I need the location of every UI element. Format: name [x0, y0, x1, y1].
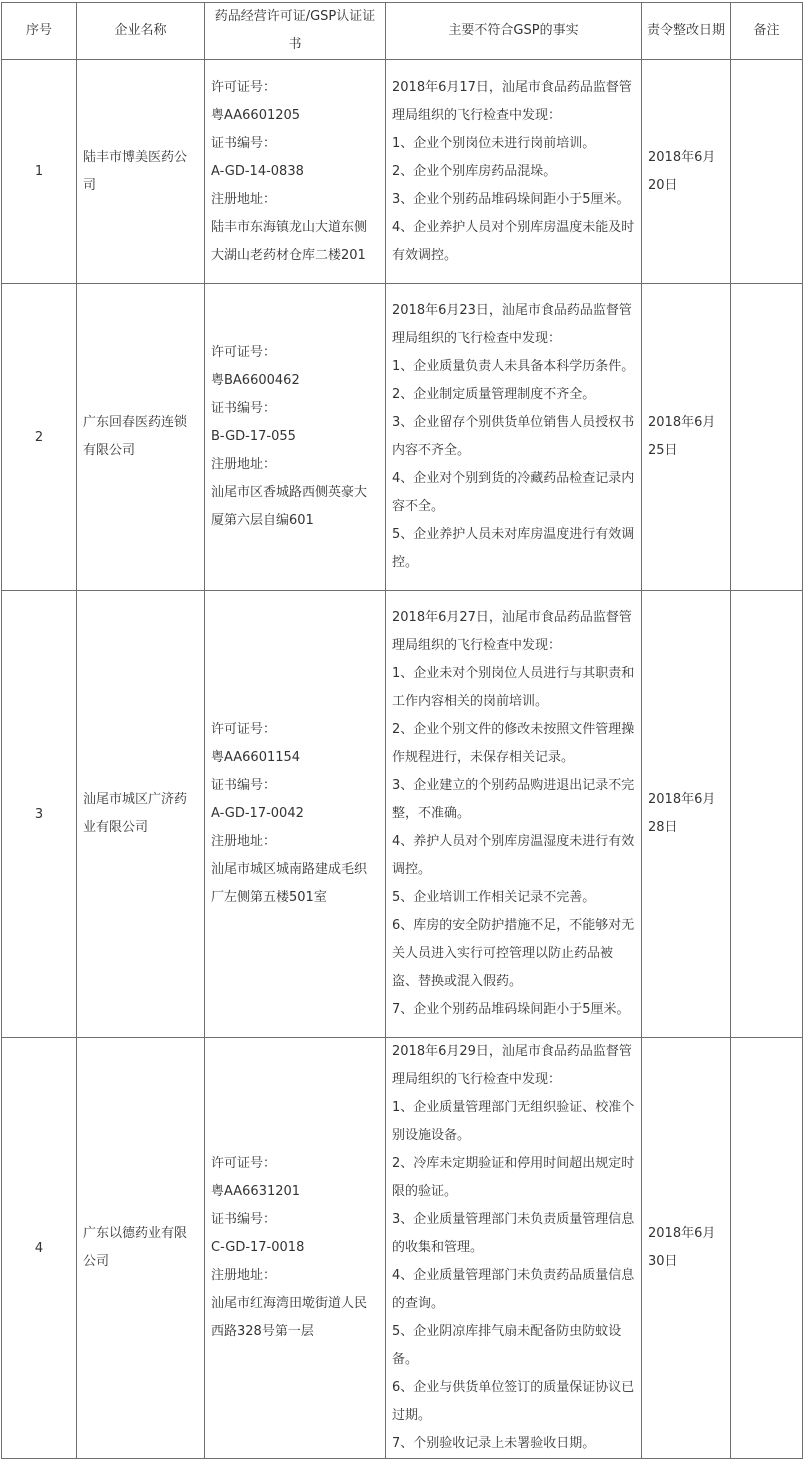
fact-line: 3、企业个别药品堆码垛间距小于5厘米。	[392, 191, 630, 207]
fact-line: 5、企业培训工作相关记录不完善。	[392, 890, 596, 905]
cert-line: 陆丰市东海镇龙山大道东侧大湖山老药材仓库二楼201	[211, 219, 368, 263]
company-cell: 汕尾市城区广济药业有限公司	[77, 591, 205, 1038]
company-cell: 广东以德药业有限公司	[77, 1038, 205, 1459]
header-deadline: 责令整改日期	[642, 3, 731, 60]
seq-cell: 3	[2, 591, 77, 1038]
cert-cell	[205, 60, 386, 284]
cert-line: 许可证号：	[211, 1156, 277, 1171]
fact-line: 1、企业未对个别岗位人员进行与其职责和工作内容相关的岗前培训。	[392, 666, 635, 709]
cert-line: A-GD-14-0838	[211, 163, 304, 179]
cert-line: 粤AA6601205	[211, 107, 301, 123]
fact-line: 7、企业个别药品堆码垛间距小于5厘米。	[392, 1002, 630, 1017]
remark-cell	[731, 591, 803, 1038]
fact-line: 3、企业建立的个别药品购进退出记录不完整，不准确。	[392, 778, 635, 821]
header-facts: 主要不符合GSP的事实	[386, 3, 642, 60]
cert-cell	[205, 591, 386, 1038]
gsp-inspection-table	[1, 2, 803, 1459]
cert-line: 粤AA6631201	[211, 1184, 301, 1199]
remark-cell	[731, 60, 803, 284]
fact-line: 1、企业质量管理部门无组织验证、校准个别设施设备。	[392, 1100, 635, 1143]
fact-line: 2、冷库未定期验证和停用时间超出规定时限的验证。	[392, 1156, 635, 1199]
header-license: 药品经营许可证/GSP认证证书	[205, 3, 386, 60]
table-row	[2, 591, 803, 1038]
cert-line: 证书编号：	[211, 778, 277, 793]
table-row	[2, 1038, 803, 1459]
fact-line: 1、企业个别岗位未进行岗前培训。	[392, 135, 596, 151]
remark-cell	[731, 284, 803, 591]
cert-line: 汕尾市城区城南路建成毛织厂左侧第五楼501室	[211, 862, 368, 905]
fact-line: 2、企业个别文件的修改未按照文件管理操作规程进行，未保存相关记录。	[392, 722, 635, 765]
seq-cell: 1	[2, 60, 77, 284]
fact-line: 2018年6月27日，汕尾市食品药品监督管理局组织的飞行检查中发现：	[392, 610, 632, 653]
fact-line: 4、养护人员对个别库房温湿度未进行有效调控。	[392, 834, 635, 877]
cert-line: B-GD-17-055	[211, 429, 296, 444]
fact-line: 5、企业阴凉库排气扇未配备防虫防蚊设备。	[392, 1324, 622, 1367]
fact-line: 4、企业养护人员对个别库房温度未能及时有效调控。	[392, 219, 635, 263]
cert-line: 许可证号：	[211, 722, 277, 737]
company-cell: 陆丰市博美医药公司	[77, 60, 205, 284]
cert-line: 证书编号：	[211, 1212, 277, 1227]
header-seq: 序号	[2, 3, 77, 60]
cert-line: C-GD-17-0018	[211, 1240, 305, 1255]
fact-line: 2018年6月29日，汕尾市食品药品监督管理局组织的飞行检查中发现：	[392, 1044, 632, 1087]
fact-line: 2018年6月17日，汕尾市食品药品监督管理局组织的飞行检查中发现：	[392, 79, 632, 123]
seq-cell: 2	[2, 284, 77, 591]
cert-line: 许可证号：	[211, 79, 277, 95]
cert-line: 粤AA6601154	[211, 750, 301, 765]
table-row	[2, 60, 803, 284]
cert-line: 汕尾市区香城路西侧英豪大厦第六层自编601	[211, 485, 368, 528]
company-cell: 广东回春医药连锁有限公司	[77, 284, 205, 591]
deadline-cell: 2018年6月30日	[642, 1038, 731, 1459]
facts-cell	[386, 284, 642, 591]
fact-line: 1、企业质量负责人未具备本科学历条件。	[392, 359, 635, 374]
fact-line: 3、企业质量管理部门未负责质量管理信息的收集和管理。	[392, 1212, 635, 1255]
deadline-cell: 2018年6月20日	[642, 60, 731, 284]
cert-cell	[205, 1038, 386, 1459]
fact-line: 5、企业养护人员未对库房温度进行有效调控。	[392, 527, 635, 570]
cert-line: 注册地址：	[211, 457, 277, 472]
cert-line: 注册地址：	[211, 191, 277, 207]
fact-line: 2、企业制定质量管理制度不齐全。	[392, 387, 596, 402]
facts-cell	[386, 591, 642, 1038]
cert-line: A-GD-17-0042	[211, 806, 304, 821]
facts-cell	[386, 1038, 642, 1459]
fact-line: 3、企业留存个别供货单位销售人员授权书内容不齐全。	[392, 415, 635, 458]
fact-line: 4、企业对个别到货的冷藏药品检查记录内容不全。	[392, 471, 635, 514]
fact-line: 2、企业个别库房药品混垛。	[392, 163, 557, 179]
header-row	[2, 3, 803, 60]
seq-cell: 4	[2, 1038, 77, 1459]
fact-line: 6、企业与供货单位签订的质量保证协议已过期。	[392, 1380, 635, 1423]
fact-line: 2018年6月23日，汕尾市食品药品监督管理局组织的飞行检查中发现：	[392, 303, 632, 346]
cert-line: 证书编号：	[211, 135, 277, 151]
facts-cell	[386, 60, 642, 284]
cert-line: 注册地址：	[211, 834, 277, 849]
cert-line: 粤BA6600462	[211, 373, 300, 388]
deadline-cell: 2018年6月25日	[642, 284, 731, 591]
table-row	[2, 284, 803, 591]
fact-line: 6、库房的安全防护措施不足，不能够对无关人员进入实行可控管理以防止药品被盗、替换或混入假药。	[392, 918, 635, 989]
cert-line: 证书编号：	[211, 401, 277, 416]
fact-line: 7、个别验收记录上未署验收日期。	[392, 1436, 596, 1451]
cert-cell	[205, 284, 386, 591]
cert-line: 许可证号：	[211, 345, 277, 360]
header-company: 企业名称	[77, 3, 205, 60]
deadline-cell: 2018年6月28日	[642, 591, 731, 1038]
remark-cell	[731, 1038, 803, 1459]
fact-line: 4、企业质量管理部门未负责药品质量信息的查询。	[392, 1268, 635, 1311]
cert-line: 注册地址：	[211, 1268, 277, 1283]
header-remark: 备注	[731, 3, 803, 60]
cert-line: 汕尾市红海湾田墘街道人民西路328号第一层	[211, 1296, 368, 1339]
